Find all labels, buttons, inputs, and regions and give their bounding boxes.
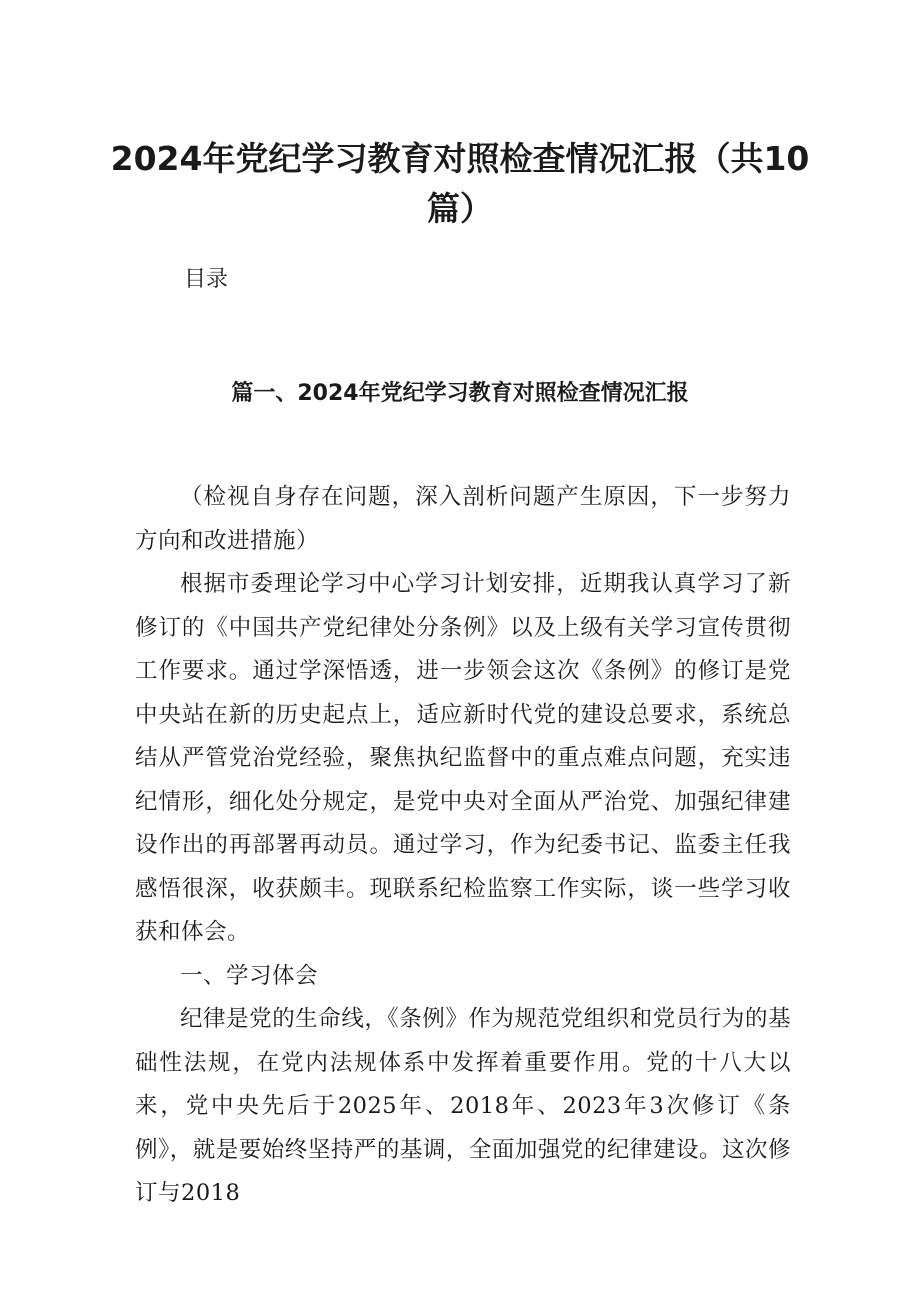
paragraph: （检视自身存在问题，深入剖析问题产生原因，下一步努力方向和改进措施） xyxy=(135,484,791,554)
section-title: 篇一、2024年党纪学习教育对照检查情况汇报 xyxy=(231,381,689,406)
toc-label: 目录 xyxy=(184,267,229,292)
paragraph: 根据市委理论学习中心学习计划安排，近期我认真学习了新修订的《中国共产党纪律处分条例》以及上级有关学习宣传贯彻工作要求。通过学深悟透，进一步领会这次《条例》的修订是党中央站在新的历史起点上，适应新时代党的建设总要求，系统总结从严管党治党经验，聚焦执纪监督中的重点难点问题，充实违纪情形，细化处分规定，是党中央对全面从严治党、加强纪律建设作出的再部署再动员。通过学习，作为纪委书记、监委主任我感悟很深，收获颇丰。现联系纪检监察工作实际，谈一些学习收获和体会。 xyxy=(135,571,791,945)
body-text xyxy=(135,476,791,1216)
paragraph: 一、学习体会 xyxy=(180,962,319,989)
paragraph: 纪律是党的生命线，《条例》作为规范党组织和党员行为的基础性法规，在党内法规体系中发挥着重要作用。党的十八大以来，党中央先后于2025年、2018年、2023年3次修订《条例》，就是要始终坚持严的基调，全面加强党的纪律建设。这次修订与2018 xyxy=(135,1006,791,1206)
document-title: 2024年党纪学习教育对照检查情况汇报（共10篇） xyxy=(110,139,810,228)
